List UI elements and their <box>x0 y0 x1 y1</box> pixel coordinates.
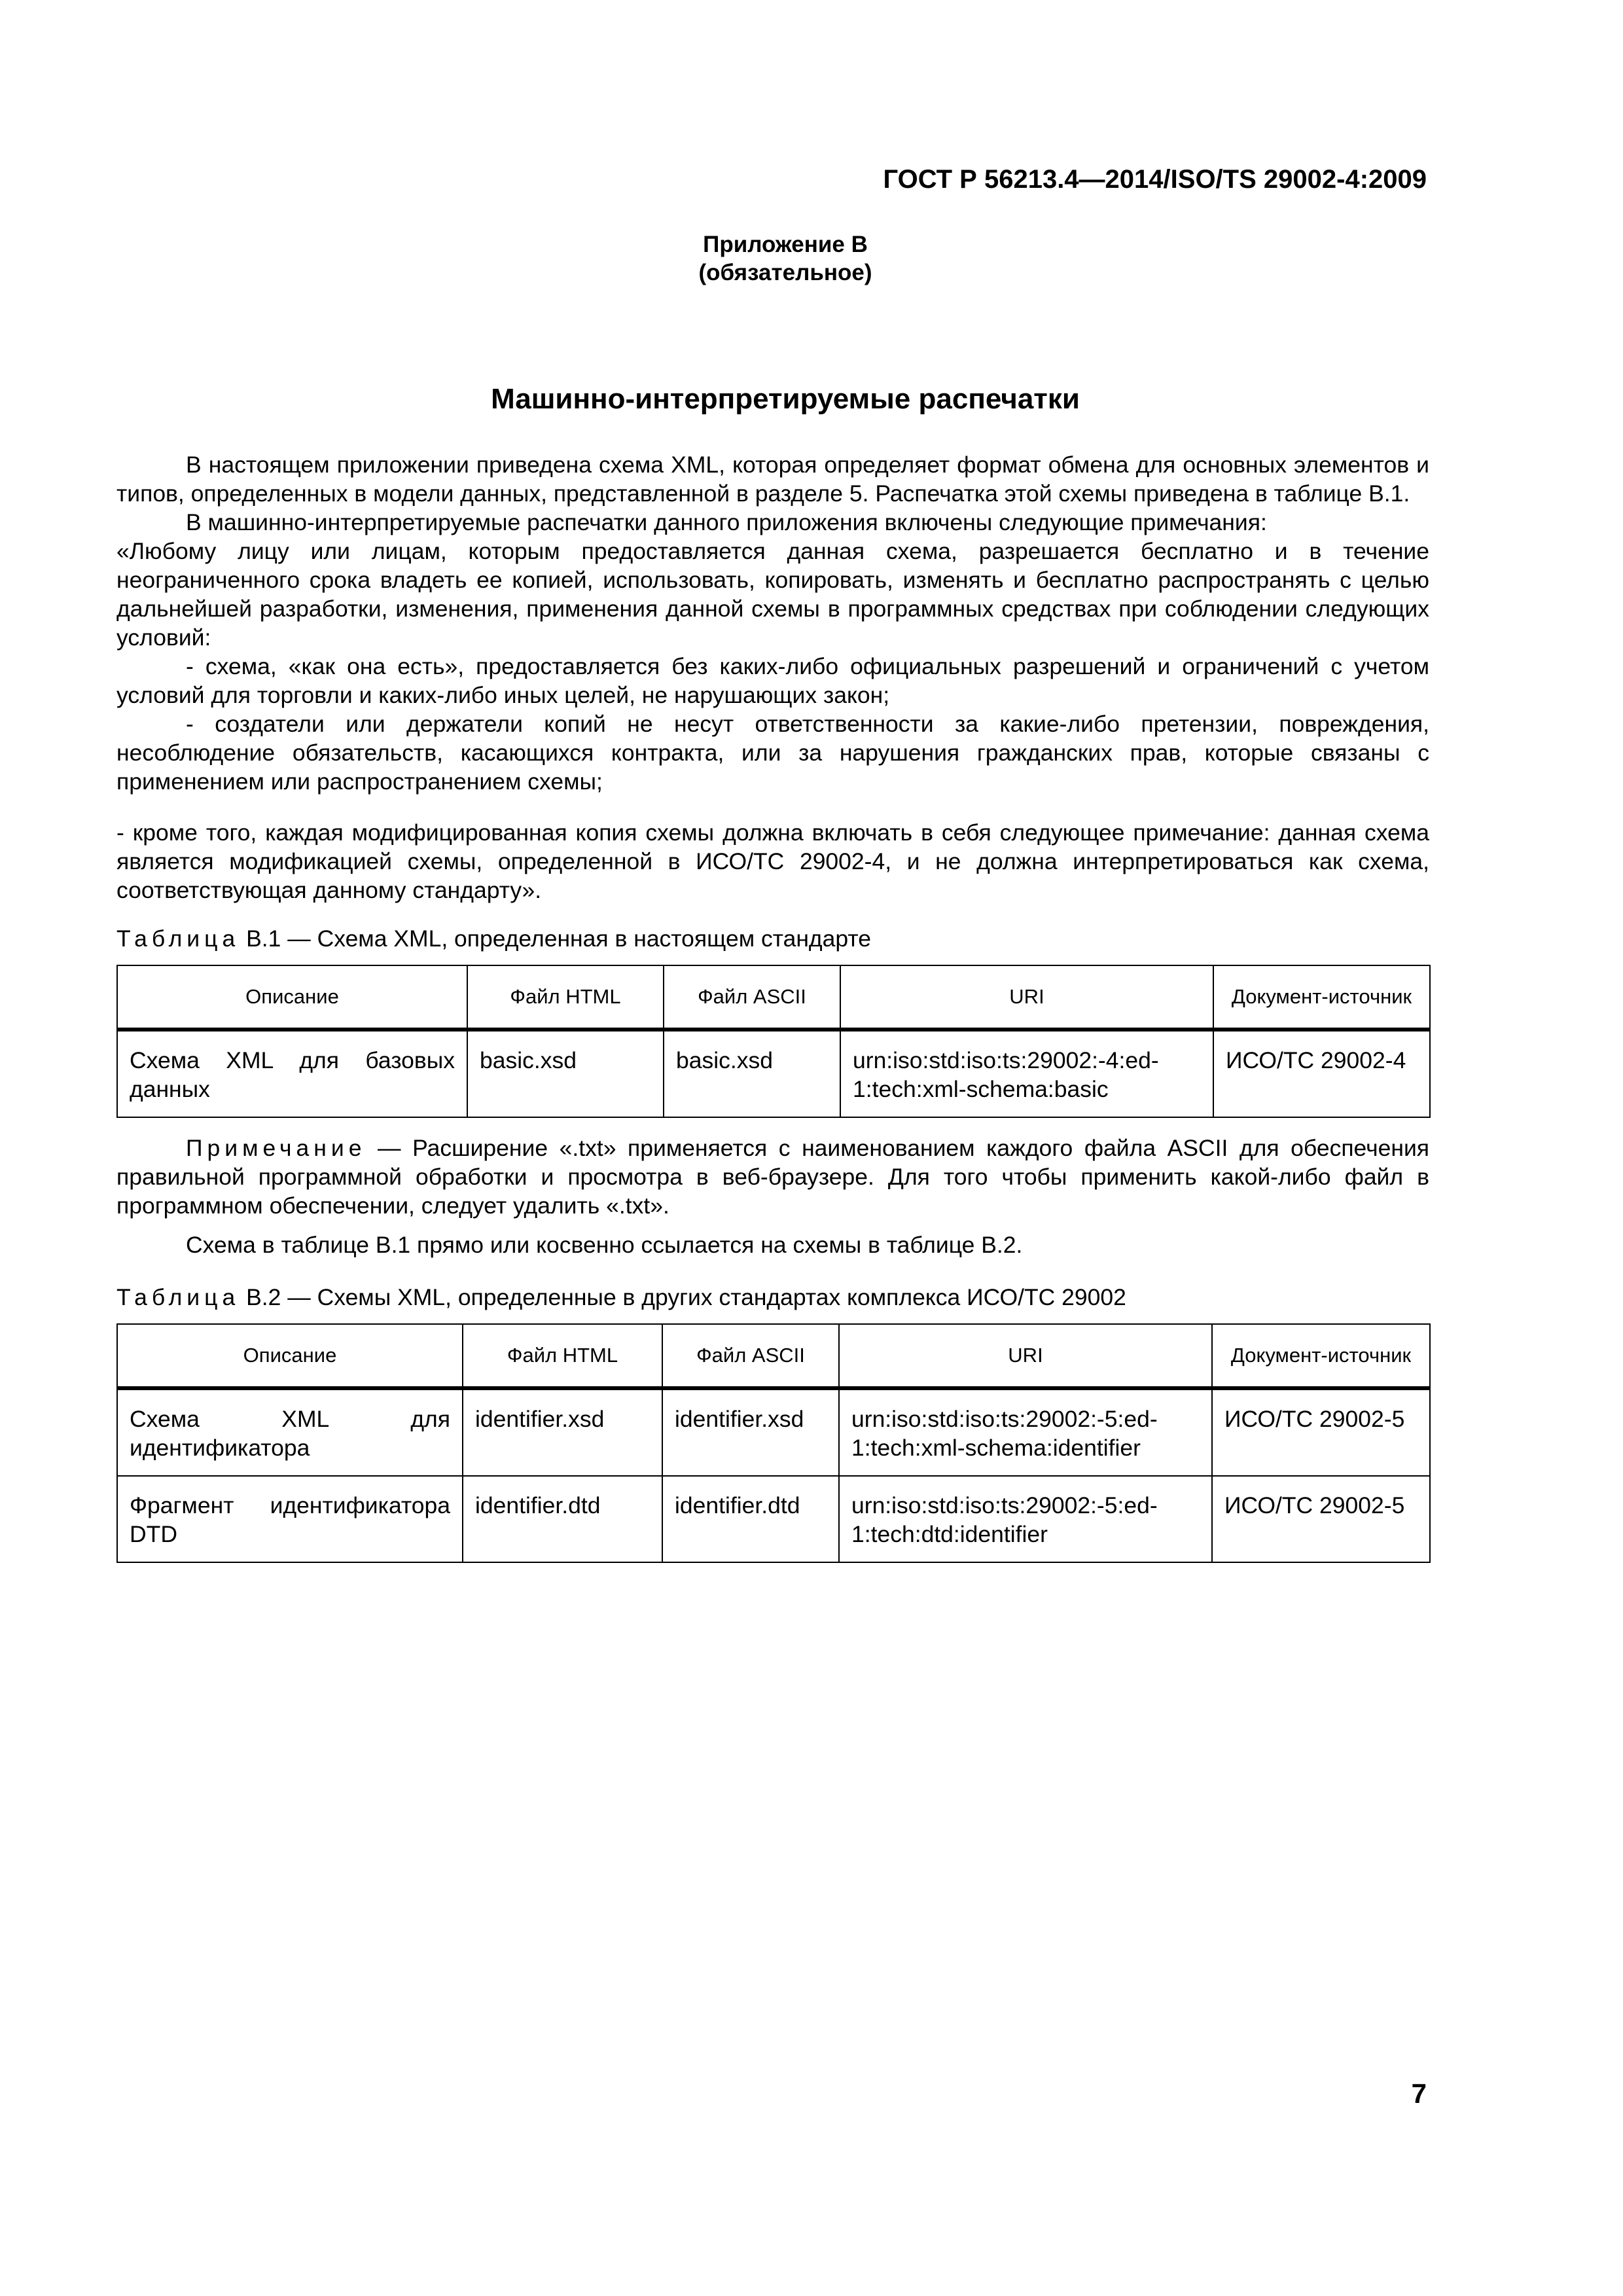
body-text <box>116 450 1429 1563</box>
table-header-row <box>117 965 1430 1030</box>
note-label: Примечание <box>186 1135 366 1161</box>
spacer <box>116 905 1429 924</box>
page-number: 7 <box>1411 2078 1427 2109</box>
table-cell-ascii-file: basic.xsd <box>664 1030 840 1117</box>
annex-heading <box>589 230 982 287</box>
table-cell-uri: urn:iso:std:iso:ts:29002:-5:ed-1:tech:xml-schema:identifier <box>839 1388 1212 1476</box>
table-cell-source: ИСО/ТС 29002-4 <box>1213 1030 1430 1117</box>
table-cell-source: ИСО/ТС 29002-5 <box>1212 1476 1430 1562</box>
spacer <box>116 1220 1429 1230</box>
paragraph-condition-2: - создатели или держатели копий не несут ответственности за какие-либо претензии, повреждения, несоблюдение обязательств, касающихся контракта, или за нарушения гражданских прав, которые связаны с применением или распространением схемы; <box>116 711 1429 795</box>
table2-caption <box>116 1283 1429 1312</box>
annex-label: Приложение В <box>703 232 868 257</box>
table-header-row <box>117 1324 1430 1388</box>
table-b2 <box>116 1323 1431 1563</box>
table-header-cell: Описание <box>117 965 467 1030</box>
paragraph-notes-intro: В машинно-интерпретируемые распечатки данного приложения включены следующие примечания: <box>186 509 1267 535</box>
table-header-cell: URI <box>839 1324 1212 1388</box>
table1-caption <box>116 924 1429 953</box>
table-cell-ascii-file: identifier.xsd <box>662 1388 839 1476</box>
standard-header: ГОСТ Р 56213.4—2014/ISO/TS 29002-4:2009 <box>883 165 1427 194</box>
table-cell-html-file: identifier.dtd <box>463 1476 662 1562</box>
table-row <box>117 1476 1430 1562</box>
table-cell-ascii-file: identifier.dtd <box>662 1476 839 1562</box>
table-header-cell: Описание <box>117 1324 463 1388</box>
table-header-cell: Файл HTML <box>463 1324 662 1388</box>
table-header-cell: Файл ASCII <box>662 1324 839 1388</box>
annex-status: (обязательное) <box>698 260 872 285</box>
paragraph-intro: В настоящем приложении приведена схема XML, которая определяет формат обмена для основных элементов и типов, определенных в модели данных, представленной в разделе 5. Распечатка этой схемы приведена в таблице В.1. <box>116 452 1429 507</box>
table-cell-uri: urn:iso:std:iso:ts:29002:-4:ed-1:tech:xml-schema:basic <box>840 1030 1213 1117</box>
table-cell-description: Фрагмент идентификатора DTD <box>117 1476 463 1562</box>
paragraph-condition-3: - кроме того, каждая модифицированная копия схемы должна включать в себя следующее примечание: данная схема является модификацией схемы, определенной в ИСО/ТС 29002-4, и не должна интерпретироваться как схема, соответствующая данному стандарту». <box>116 819 1429 903</box>
table-cell-source: ИСО/ТС 29002-5 <box>1212 1388 1430 1476</box>
section-title: Машинно-интерпретируемые распечатки <box>491 383 1080 415</box>
paragraph-license: «Любому лицу или лицам, которым предоставляется данная схема, разрешается бесплатно и в течение неограниченного срока владеть ее копией, использовать, копировать, изменять и бесплатно распространять с целью дальнейшей разработки, изменения, применения данной схемы в программных средствах при соблюдении следующих условий: <box>116 538 1429 651</box>
table-cell-description: Схема XML для базовых данных <box>117 1030 467 1117</box>
table1-caption-text: В.1 — Схема XML, определенная в настоящем стандарте <box>240 925 871 952</box>
table-header-cell: Документ-источник <box>1212 1324 1430 1388</box>
table-cell-html-file: identifier.xsd <box>463 1388 662 1476</box>
table-cell-uri: urn:iso:std:iso:ts:29002:-5:ed-1:tech:dtd:identifier <box>839 1476 1212 1562</box>
table-cell-description: Схема XML для идентификатора <box>117 1388 463 1476</box>
spacer <box>116 796 1429 818</box>
table-header-cell: Документ-источник <box>1213 965 1430 1030</box>
table-cell-html-file: basic.xsd <box>467 1030 664 1117</box>
table1-note <box>116 1134 1429 1220</box>
table2-caption-text: В.2 — Схемы XML, определенные в других стандартах комплекса ИСО/ТС 29002 <box>240 1284 1126 1310</box>
paragraph-reference: Схема в таблице В.1 прямо или косвенно ссылается на схемы в таблице В.2. <box>186 1232 1023 1258</box>
table1-caption-word: Таблица <box>116 925 240 952</box>
paragraph-condition-1: - схема, «как она есть», предоставляется без каких-либо официальных разрешений и ограничений с учетом условий для торговли и каких-либо иных целей, не нарушающих закон; <box>116 653 1429 708</box>
spacer <box>116 1259 1429 1283</box>
table-b1 <box>116 965 1431 1118</box>
note-text: — Расширение «.txt» применяется с наименованием каждого файла ASCII для обеспечения правильной программной обработки и просмотра в веб-браузере. Для того чтобы применить какой-либо файл в программном обеспечении, следует удалить «.txt». <box>116 1135 1430 1219</box>
table-row <box>117 1030 1430 1117</box>
table2-caption-word: Таблица <box>116 1284 240 1310</box>
table-row <box>117 1388 1430 1476</box>
table-header-cell: Файл ASCII <box>664 965 840 1030</box>
table-header-cell: Файл HTML <box>467 965 664 1030</box>
spacer <box>116 1118 1429 1134</box>
table-header-cell: URI <box>840 965 1213 1030</box>
